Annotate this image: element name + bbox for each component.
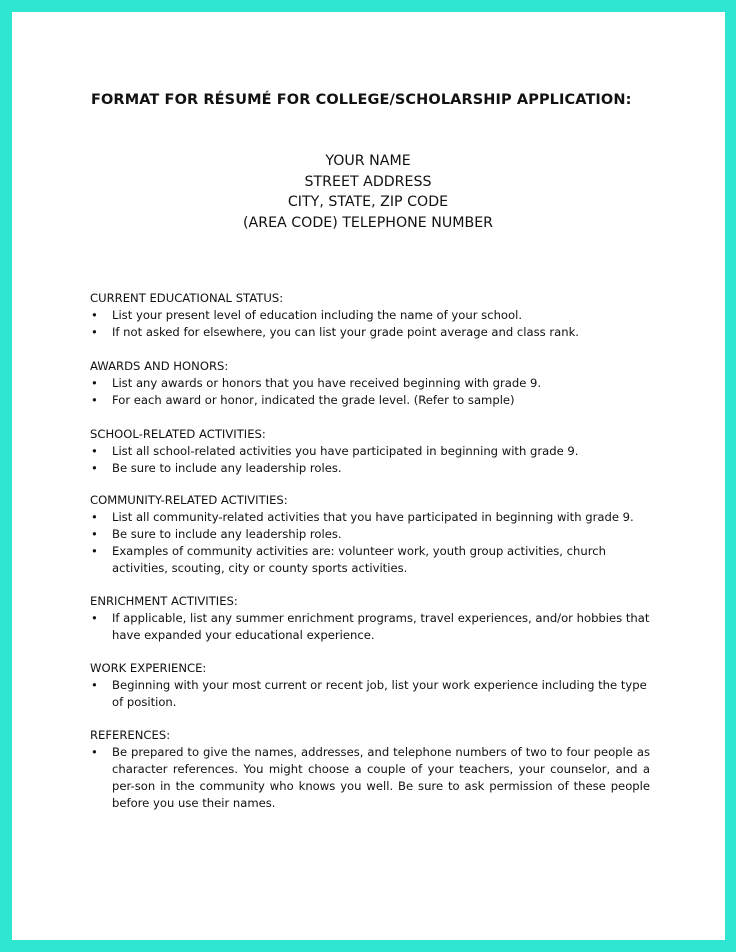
section-community-related-activities: [90, 492, 650, 577]
list-item: [90, 543, 650, 577]
list-item: [90, 324, 650, 341]
list-item-text: List all community-related activities that you have participated in beginning with grade 9.: [112, 509, 634, 524]
list-item: [90, 744, 650, 812]
bullet-icon: •: [91, 744, 98, 759]
list-item: [90, 526, 650, 543]
bullet-icon: •: [91, 307, 98, 322]
bullet-icon: •: [91, 392, 98, 407]
list-item: [90, 307, 650, 324]
section-heading: CURRENT EDUCATIONAL STATUS:: [90, 291, 284, 305]
bullet-icon: •: [91, 509, 98, 524]
list-item-text: If not asked for elsewhere, you can list your grade point average and class rank.: [112, 324, 579, 339]
list-item-text: List your present level of education including the name of your school.: [112, 307, 523, 322]
list-item-text: For each award or honor, indicated the grade level. (Refer to sample): [112, 392, 515, 407]
section-heading: COMMUNITY-RELATED ACTIVITIES:: [90, 493, 288, 507]
list-item-text: Examples of community activities are: volunteer work, youth group activities, church activities, scouting, city or county sports activities.: [112, 543, 606, 575]
list-item: [90, 375, 650, 392]
bullet-icon: •: [91, 677, 98, 692]
section-references: [90, 727, 650, 812]
list-item-text: Be prepared to give the names, addresses, and telephone numbers of two to four people as character references. You might choose a couple of your teachers, your counselor, and a per-son in the community who knows you well. Be sure to ask permission of these people before you use their names.: [112, 744, 650, 810]
section-heading: WORK EXPERIENCE:: [90, 661, 207, 675]
list-item: [90, 610, 650, 644]
list-item-text: Beginning with your most current or recent job, list your work experience including the type of position.: [112, 677, 647, 709]
list-item-text: If applicable, list any summer enrichment programs, travel experiences, and/or hobbies that have expanded your educational experience.: [112, 610, 650, 642]
list-item: [90, 392, 650, 409]
list-item: [90, 509, 650, 526]
section-awards-and-honors: [90, 358, 650, 409]
list-item: [90, 460, 650, 477]
city-state-zip-line: CITY, STATE, ZIP CODE: [287, 194, 449, 210]
section-current-educational-status: [90, 290, 650, 341]
your-name-line: YOUR NAME: [325, 153, 411, 169]
section-work-experience: [90, 660, 650, 711]
section-heading: ENRICHMENT ACTIVITIES:: [90, 594, 238, 608]
bullet-icon: •: [91, 526, 98, 541]
list-item-text: Be sure to include any leadership roles.: [112, 460, 342, 475]
document-title: FORMAT FOR RÉSUMÉ FOR COLLEGE/SCHOLARSHIP APPLICATION:: [91, 92, 632, 108]
bullet-icon: •: [91, 324, 98, 339]
list-item: [90, 443, 650, 460]
bullet-icon: •: [91, 543, 98, 558]
section-heading: REFERENCES:: [90, 728, 171, 742]
section-heading: SCHOOL-RELATED ACTIVITIES:: [90, 427, 266, 441]
list-item-text: Be sure to include any leadership roles.: [112, 526, 342, 541]
contact-header: [0, 151, 736, 233]
section-heading: AWARDS AND HONORS:: [90, 359, 229, 373]
bullet-icon: •: [91, 443, 98, 458]
bullet-icon: •: [91, 460, 98, 475]
list-item: [90, 677, 650, 711]
list-item-text: List any awards or honors that you have received beginning with grade 9.: [112, 375, 542, 390]
bullet-icon: •: [91, 610, 98, 625]
section-enrichment-activities: [90, 593, 650, 644]
bullet-icon: •: [91, 375, 98, 390]
list-item-text: List all school-related activities you have participated in beginning with grade 9.: [112, 443, 579, 458]
telephone-line: (AREA CODE) TELEPHONE NUMBER: [242, 214, 494, 231]
street-address-line: STREET ADDRESS: [304, 173, 432, 190]
section-school-related-activities: [90, 426, 650, 477]
